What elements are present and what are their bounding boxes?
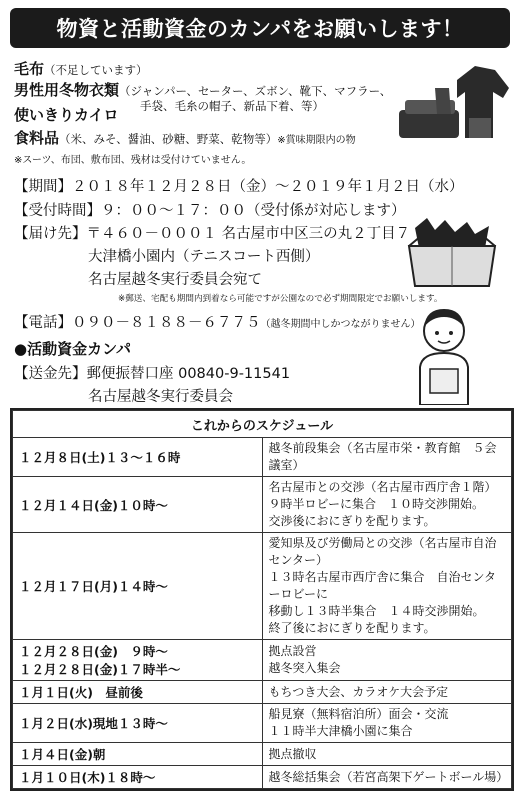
destination-line-2: 大津橋小園内（テニスコート西側） [88, 249, 320, 265]
schedule-row [13, 681, 512, 704]
schedule-date: １２月１７日(月)１４時～ [13, 533, 263, 640]
schedule-date: １月１０日(木)１８時～ [13, 766, 263, 789]
schedule-content: 船見寮（無料宿泊所）面会・交流 １１時半大津橋小園に集合 [262, 704, 512, 743]
hours-label: 【受付時間】 [14, 203, 101, 219]
destination-row [14, 222, 410, 243]
blanket-note: （不足しています） [44, 63, 148, 77]
schedule-date: １月１日(火) 昼前後 [13, 681, 263, 704]
send-label: 【送金先】 [14, 366, 87, 382]
item-food [14, 127, 356, 148]
schedule-title: これからのスケジュール [13, 411, 512, 438]
phone-note: （越冬期間中しかつながりません） [260, 319, 421, 330]
account-name: 名古屋越冬実行委員会 [88, 389, 233, 405]
schedule-content: 越冬前段集会（名古屋市栄・教育館 ５会議室） [262, 438, 512, 477]
schedule-table [10, 408, 514, 791]
period-value: ２０１８年１２月２８日（金）～２０１９年１月２日（水） [72, 179, 464, 195]
winter-label: 男性用冬物衣類 [14, 81, 120, 99]
food-label: 食料品 [14, 129, 60, 147]
item-blanket [14, 58, 148, 79]
schedule-row [13, 438, 512, 477]
schedule-date: １２月１４日(金)１０時～ [13, 477, 263, 533]
hours-value: ９：００～１７：００（受付係が対応します） [101, 203, 406, 219]
schedule-row [13, 640, 512, 681]
item-winter-clothes [14, 79, 391, 100]
schedule-row [13, 766, 512, 789]
schedule-content: 拠点設営 越冬突入集会 [262, 640, 512, 681]
fund-account-row [14, 362, 290, 383]
not-accepted-note: ※スーツ、布団、敷布団、残材は受付けていません。 [14, 155, 252, 166]
account-number: 郵便振替口座 00840-9-11541 [86, 366, 291, 382]
schedule-content: 越冬総括集会（若宮高架下ゲートボール場） [262, 766, 512, 789]
phone-row [14, 311, 421, 332]
winter-note-1: （ジャンパー、セーター、ズボン、靴下、マフラー、 [119, 84, 392, 98]
page-banner: 物資と活動資金のカンパをお願いします！ [10, 8, 510, 48]
schedule-date: １月４日(金)朝 [13, 743, 263, 766]
winter-note-2: 手袋、毛糸の帽子、新品下着、等） [140, 99, 324, 113]
schedule-content: 愛知県及び労働局との交渉（名古屋市自治センター） １３時名古屋市西庁舎に集合 自治センターロビーに 移動し１３時半集合 １４時交渉開始。 終了後におにぎりを配ります。 [262, 533, 512, 640]
schedule-content: もちつき大会、カラオケ大会予定 [262, 681, 512, 704]
schedule-content: 拠点撤収 [262, 743, 512, 766]
schedule-row [13, 533, 512, 640]
period-label: 【期間】 [14, 179, 72, 195]
schedule-date: １２月２８日(金) ９時～ １２月２８日(金)１７時半～ [13, 640, 263, 681]
blanket-label: 毛布 [14, 60, 45, 78]
clothes-illustration [395, 58, 513, 148]
phone-label: 【電話】 [14, 315, 72, 331]
donation-box-illustration [405, 218, 500, 290]
destination-note: ※郵送、宅配も期間内到着なら可能ですが公園なので必ず期間限定でお願いします。 [118, 294, 443, 304]
phone-value: ０９０－８１８８－６７７５ [72, 315, 261, 331]
destination-label: 【届け先】 [14, 226, 87, 242]
schedule-content: 名古屋市との交渉（名古屋市西庁舎１階） ９時半ロビーに集合 １０時交渉開始。 交渉後におにぎりを配ります。 [262, 477, 512, 533]
schedule-row [13, 743, 512, 766]
schedule-date: １月２日(水)現地１３時～ [13, 704, 263, 743]
destination-line-3: 名古屋越冬実行委員会宛て [88, 272, 262, 288]
period-row [14, 175, 464, 196]
schedule-row [13, 704, 512, 743]
destination-line-1: 〒４６０－０００１ 名古屋市中区三の丸２丁目７ [86, 226, 411, 242]
item-kairo: 使いきりカイロ [14, 106, 119, 124]
schedule-row [13, 477, 512, 533]
person-illustration [412, 305, 480, 405]
food-note-2: ※賞味期限内の物 [277, 135, 356, 146]
schedule-date: １２月８日(土)１３～１６時 [13, 438, 263, 477]
food-note: （米、みそ、醤油、砂糖、野菜、乾物等） [59, 132, 278, 146]
hours-row [14, 199, 406, 220]
fund-heading: ●活動資金カンパ [14, 340, 132, 358]
